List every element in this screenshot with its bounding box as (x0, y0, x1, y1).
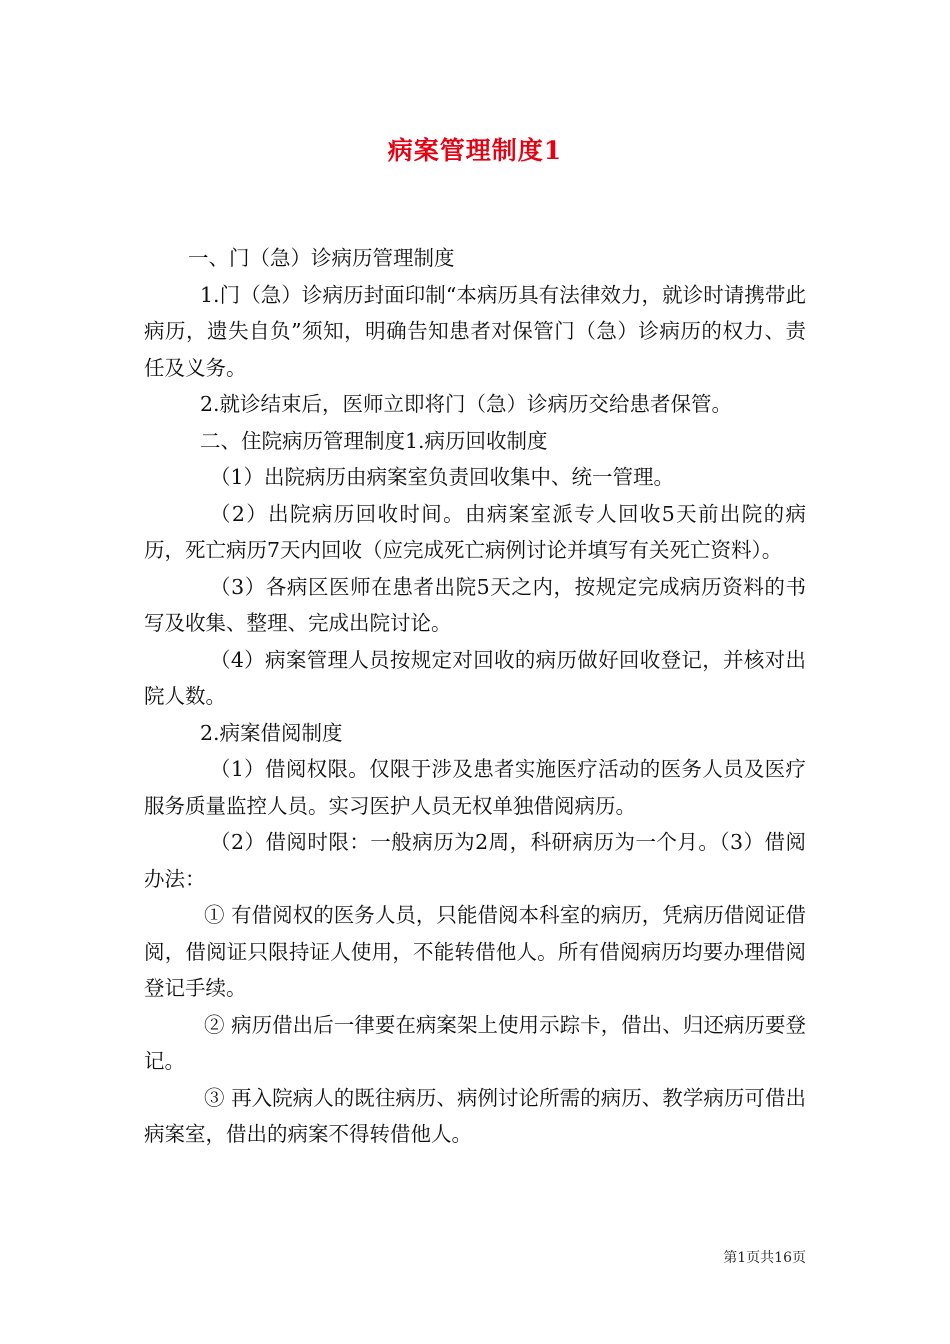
paragraph-recall-4: （4）病案管理人员按规定对回收的病历做好回收登记，并核对出院人数。 (144, 647, 806, 708)
paragraph-borrow-item-2: ② 病历借出后一律要在病案架上使用示踪卡，借出、归还病历要登记。 (144, 1012, 806, 1073)
paragraph-recall-1: （1）出院病历由病案室负责回收集中、统一管理。 (210, 465, 675, 489)
paragraph-borrow-2: （2）借阅时限：一般病历为2周，科研病历为一个月。（3）借阅办法： (144, 830, 806, 891)
paragraph-borrow-1: （1）借阅权限。仅限于涉及患者实施医疗活动的医务人员及医疗服务质量监控人员。实习医护人员无权单独借阅病历。 (144, 757, 806, 818)
page-number-footer: 第1页共16页 (723, 1250, 806, 1266)
section-heading-inpatient: 二、住院病历管理制度1.病历回收制度 (200, 428, 548, 453)
paragraph-recall-2: （2）出院病历回收时间。由病案室派专人回收5天前出院的病历，死亡病历7天内回收（应完成死亡病例讨论并填写有关死亡资料）。 (144, 501, 806, 562)
section-heading-outpatient: 一、门（急）诊病历管理制度 (188, 246, 455, 270)
document-body (144, 240, 806, 1153)
section-heading-borrowing: 2.病案借阅制度 (200, 720, 343, 745)
page-title: 病案管理制度1 (387, 136, 563, 165)
paragraph-outpatient-2: 2.就诊结束后，医师立即将门（急）诊病历交给患者保管。 (200, 392, 733, 416)
paragraph-recall-3: （3）各病区医师在患者出院5天之内，按规定完成病历资料的书写及收集、整理、完成出院讨论。 (144, 574, 806, 635)
paragraph-outpatient-1: 1.门（急）诊病历封面印制“本病历具有法律效力，就诊时请携带此病历，遗失自负”须知，明确告知患者对保管门（急）诊病历的权力、责任及义务。 (144, 282, 806, 380)
paragraph-borrow-item-1: ① 有借阅权的医务人员，只能借阅本科室的病历，凭病历借阅证借阅，借阅证只限持证人使用，不能转借他人。所有借阅病历均要办理借阅登记手续。 (144, 903, 806, 1000)
paragraph-borrow-item-3: ③ 再入院病人的既往病历、病例讨论所需的病历、教学病历可借出病案室，借出的病案不得转借他人。 (144, 1085, 806, 1146)
